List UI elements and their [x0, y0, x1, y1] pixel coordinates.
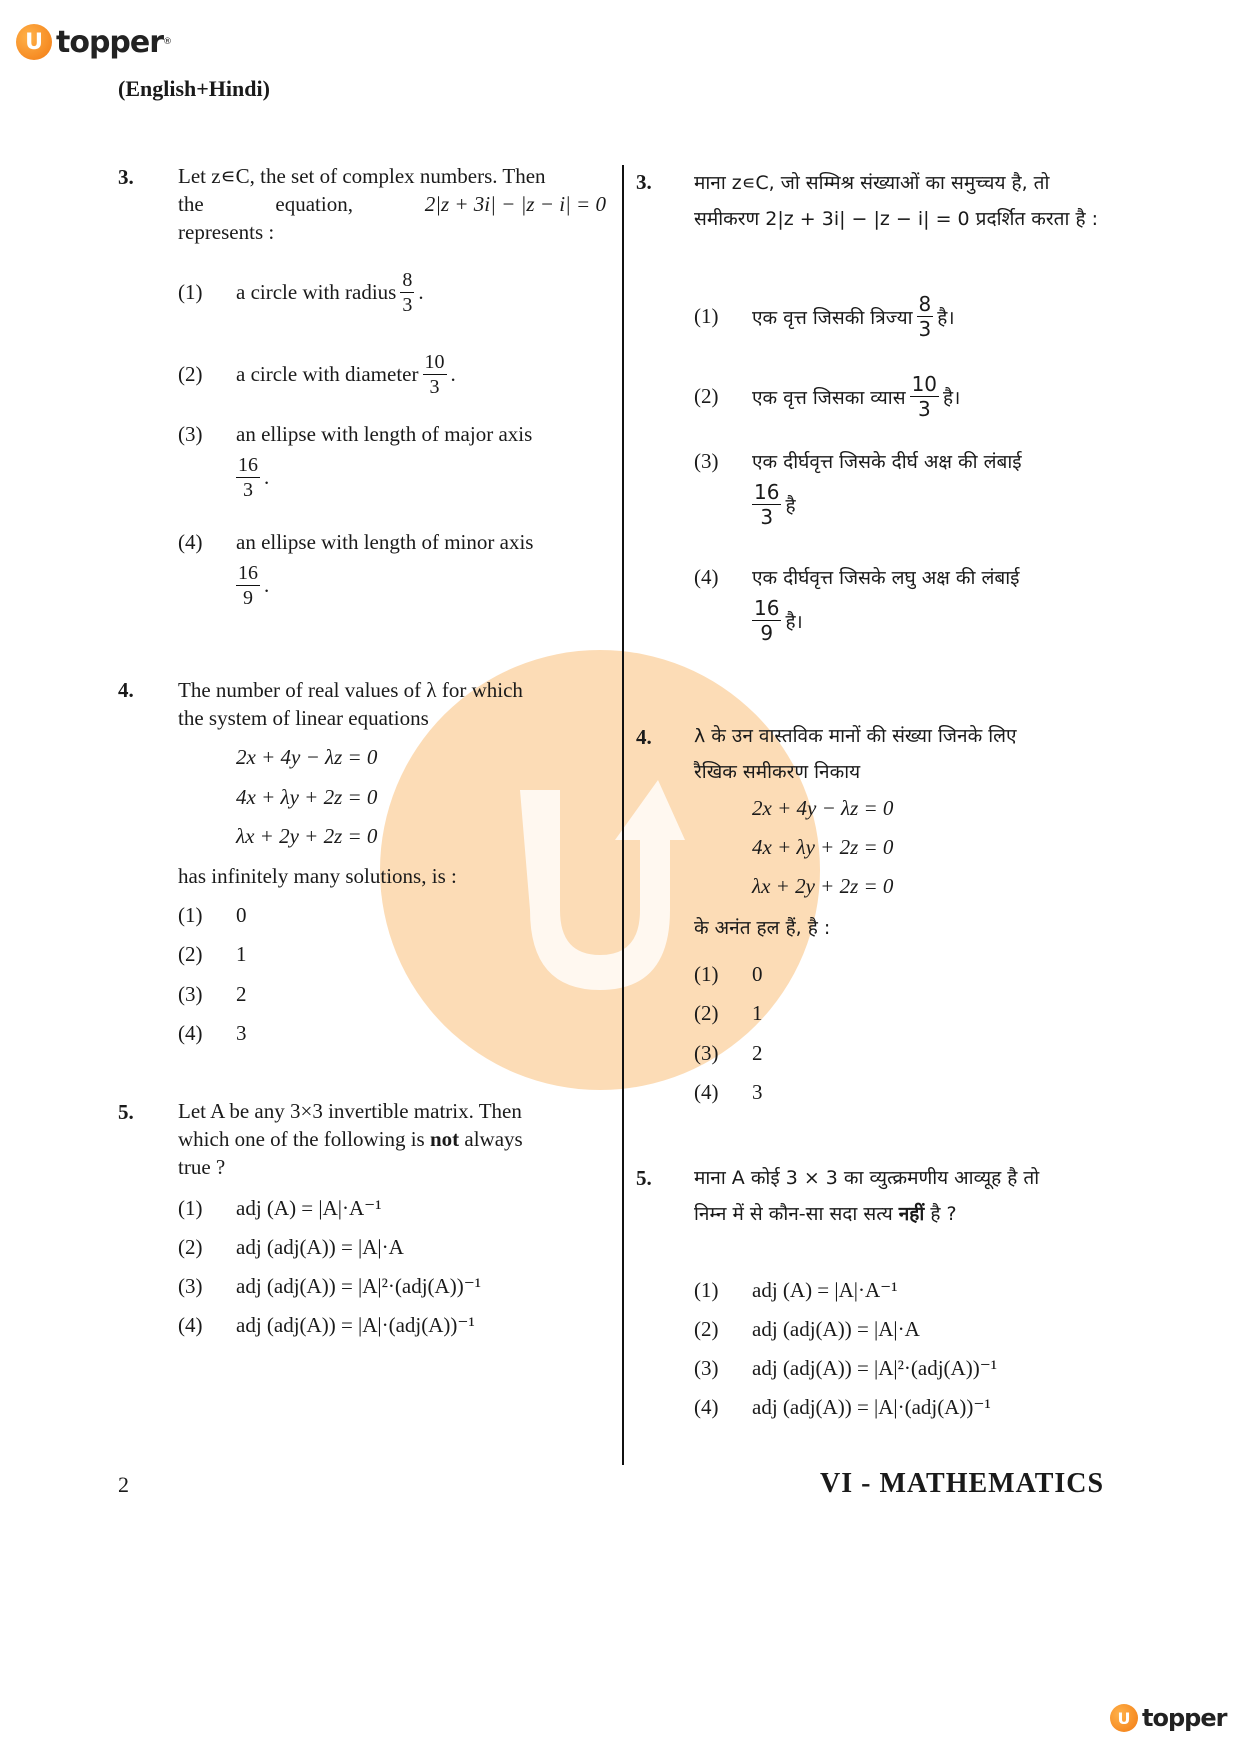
option-value: 1 [752, 1001, 763, 1025]
footer-logo-mark: U [1110, 1704, 1138, 1732]
option-number: (2) [694, 1317, 719, 1341]
option-number: (2) [694, 384, 719, 408]
q5-line3: true ? [178, 1155, 226, 1179]
option-value: adj (adj(A)) = |A|²·(adj(A))⁻¹ [236, 1274, 482, 1298]
option-fraction-line [752, 596, 1019, 645]
language-label: (English+Hindi) [118, 76, 270, 101]
hi-q5-stem [694, 1160, 1128, 1232]
hi-q3-number: 3. [636, 170, 652, 194]
option-value: adj (adj(A)) = |A|·(adj(A))⁻¹ [752, 1395, 991, 1419]
option-number: (3) [694, 449, 719, 473]
option-text: a circle with radius [236, 280, 397, 304]
denominator: 9 [760, 621, 774, 645]
q4-option-3 [178, 982, 247, 1007]
hi-q4-line1: λ के उन वास्तविक मानों की संख्या जिनके लिए [694, 725, 1017, 747]
option-number: (1) [178, 903, 203, 927]
option-number: (3) [694, 1356, 719, 1380]
hi-q5-option-1 [694, 1278, 898, 1303]
option-number: (4) [178, 1313, 203, 1337]
option-number: (2) [178, 362, 203, 386]
hi-q3-option-3 [694, 448, 1022, 529]
hi-q4-option-4 [694, 1080, 763, 1105]
hi-q3-option-4 [694, 564, 1019, 645]
option-value: 2 [236, 982, 247, 1006]
q5-number: 5. [118, 1100, 134, 1124]
hi-q5-line2-start: निम्न में से कौन-सा सदा सत्य [694, 1203, 899, 1225]
option-value: 3 [752, 1080, 763, 1104]
hi-q4-equation-1: 2x + 4y − λz = 0 [752, 796, 894, 820]
period: . [418, 280, 424, 304]
denominator: 3 [243, 479, 253, 501]
fraction [917, 292, 934, 341]
numerator: 16 [238, 454, 258, 476]
option-number: (1) [694, 962, 719, 986]
q5-option-4 [178, 1313, 475, 1338]
hi-q4-option-3 [694, 1041, 763, 1066]
option-end: है। [937, 306, 955, 329]
option-number: (1) [178, 1196, 203, 1220]
fraction [752, 480, 781, 529]
option-text: a circle with diameter [236, 362, 419, 386]
subject-title: VI - MATHEMATICS [820, 1468, 1105, 1499]
hi-q5-not-emphasis: नहीं [898, 1203, 925, 1225]
option-fraction-line [752, 480, 1022, 529]
hi-q4-equation-3: λx + 2y + 2z = 0 [752, 874, 894, 898]
hi-q4-line2: रैखिक समीकरण निकाय [694, 761, 861, 783]
option-number: (1) [694, 1278, 719, 1302]
q3-equation: 2|z + 3i| − |z − i| = 0 [424, 192, 606, 216]
numerator: 8 [918, 292, 932, 316]
option-value: 3 [236, 1021, 247, 1045]
page-number: 2 [118, 1472, 129, 1497]
numerator: 16 [754, 596, 780, 620]
footer-logo-text: topper [1142, 1704, 1227, 1732]
option-number: (4) [178, 530, 203, 554]
topper-logo [16, 24, 172, 60]
q5-option-1 [178, 1196, 382, 1221]
option-text: an ellipse with length of major axis [236, 422, 533, 446]
q5-line2-end: always [459, 1127, 523, 1151]
option-value: 2 [752, 1041, 763, 1065]
option-value: adj (adj(A)) = |A|·A [236, 1235, 404, 1259]
option-text: एक वृत्त जिसका व्यास [752, 386, 906, 409]
hi-q4-line3: के अनंत हल हैं, है : [694, 917, 831, 939]
fraction [236, 561, 260, 610]
hi-q3-stem [694, 165, 1128, 237]
hi-q3-line1: माना z∊C, जो सम्मिश्र संख्याओं का समुच्चय है, तो [694, 172, 1050, 194]
q3-line1: Let z∊C, the set of complex numbers. Then [178, 164, 546, 188]
hi-q3-option-2 [694, 372, 960, 421]
q3-line2-word1: the [178, 192, 204, 216]
q4-stem [178, 676, 608, 732]
q3-option-4 [178, 530, 533, 610]
option-text: एक दीर्घवृत्त जिसके दीर्घ अक्ष की लंबाई [752, 451, 1022, 473]
hi-q3-line2: समीकरण 2|z + 3i| − |z − i| = 0 प्रदर्शित करता है : [694, 208, 1098, 230]
fraction [752, 596, 781, 645]
option-text: एक वृत्त जिसकी त्रिज्या [752, 306, 913, 329]
option-number: (3) [178, 422, 203, 446]
q4-line2: the system of linear equations [178, 706, 429, 730]
denominator: 3 [918, 317, 932, 341]
q4-number: 4. [118, 678, 134, 702]
q4-equation-2: 4x + λy + 2z = 0 [236, 785, 378, 809]
option-value: adj (adj(A)) = |A|²·(adj(A))⁻¹ [752, 1356, 998, 1380]
option-end: है। [785, 610, 803, 633]
registered-icon: ® [163, 37, 173, 47]
q3-option-2 [178, 350, 456, 399]
denominator: 3 [917, 397, 931, 421]
q4-option-4 [178, 1021, 247, 1046]
option-number: (2) [178, 942, 203, 966]
period: . [264, 573, 270, 597]
fraction [236, 453, 260, 502]
q4-option-2 [178, 942, 247, 967]
fraction [423, 350, 447, 399]
watermark-u-arrow-icon [510, 770, 690, 1000]
q3-line3: represents : [178, 220, 275, 244]
column-divider [622, 165, 624, 1465]
hi-q5-option-2 [694, 1317, 920, 1342]
option-end: है [785, 494, 796, 517]
hi-q3-option-1 [694, 292, 955, 341]
option-number: (2) [694, 1001, 719, 1025]
hi-q5-line1: माना A कोई 3 × 3 का व्युत्क्रमणीय आव्यूह है तो [694, 1167, 1040, 1189]
option-end: है। [943, 386, 961, 409]
q4-line1: The number of real values of λ for which [178, 678, 523, 702]
option-number: (1) [694, 304, 719, 328]
logo-text: topper [56, 24, 164, 60]
period: . [450, 362, 456, 386]
option-number: (4) [694, 565, 719, 589]
option-value: 1 [236, 942, 247, 966]
q4-equation-3: λx + 2y + 2z = 0 [236, 824, 378, 848]
option-number: (1) [178, 280, 203, 304]
option-value: adj (A) = |A|·A⁻¹ [236, 1196, 382, 1220]
hi-q4-option-1 [694, 962, 763, 987]
option-number: (3) [694, 1041, 719, 1065]
numerator: 16 [754, 480, 780, 504]
option-number: (3) [178, 1274, 203, 1298]
fraction [910, 372, 939, 421]
q4-line3: has infinitely many solutions, is : [178, 864, 457, 888]
option-value: adj (adj(A)) = |A|·(adj(A))⁻¹ [236, 1313, 475, 1337]
footer-topper-logo [1110, 1704, 1226, 1732]
numerator: 16 [238, 562, 258, 584]
option-number: (4) [178, 1021, 203, 1045]
option-value: adj (A) = |A|·A⁻¹ [752, 1278, 898, 1302]
q3-option-1 [178, 268, 424, 317]
option-number: (2) [178, 1235, 203, 1259]
option-value: 0 [236, 903, 247, 927]
hi-q4-number: 4. [636, 725, 652, 749]
option-number: (3) [178, 982, 203, 1006]
numerator: 10 [911, 372, 938, 396]
q4-equation-1: 2x + 4y − λz = 0 [236, 745, 378, 769]
denominator: 3 [402, 294, 413, 316]
q5-option-3 [178, 1274, 481, 1299]
denominator: 3 [760, 505, 774, 529]
q5-line2-start: which one of the following is [178, 1127, 430, 1151]
option-text: an ellipse with length of minor axis [236, 530, 534, 554]
option-value: adj (adj(A)) = |A|·A [752, 1317, 920, 1341]
q3-number: 3. [118, 165, 134, 189]
numerator: 10 [424, 351, 445, 373]
option-fraction-line [236, 561, 533, 610]
hi-q5-line2-end: है ? [924, 1203, 957, 1225]
q3-line2-word2: equation, [275, 192, 353, 216]
hi-q4-equation-2: 4x + λy + 2z = 0 [752, 835, 894, 859]
option-value: 0 [752, 962, 763, 986]
q5-not-emphasis: not [429, 1127, 460, 1151]
hi-q5-number: 5. [636, 1166, 652, 1190]
hi-q5-line2 [694, 1196, 1128, 1232]
logo-mark: U [16, 24, 52, 60]
hi-q5-option-3 [694, 1356, 997, 1381]
period: . [264, 465, 270, 489]
option-text: एक दीर्घवृत्त जिसके लघु अक्ष की लंबाई [752, 567, 1020, 589]
denominator: 9 [243, 587, 253, 609]
option-number: (4) [694, 1080, 719, 1104]
q3-stem [178, 162, 606, 246]
option-fraction-line [236, 453, 532, 502]
q3-line2 [178, 190, 606, 218]
hi-q4-option-2 [694, 1001, 763, 1026]
q3-option-3 [178, 422, 532, 502]
hi-q5-option-4 [694, 1395, 991, 1420]
option-number: (4) [694, 1395, 719, 1419]
numerator: 8 [402, 269, 413, 291]
fraction [400, 268, 414, 317]
q5-option-2 [178, 1235, 404, 1260]
q5-line1: Let A be any 3×3 invertible matrix. Then [178, 1099, 522, 1123]
q4-option-1 [178, 903, 247, 928]
q5-stem [178, 1097, 608, 1181]
q5-line2 [178, 1125, 608, 1153]
denominator: 3 [429, 376, 440, 398]
hi-q4-stem [694, 718, 1128, 790]
